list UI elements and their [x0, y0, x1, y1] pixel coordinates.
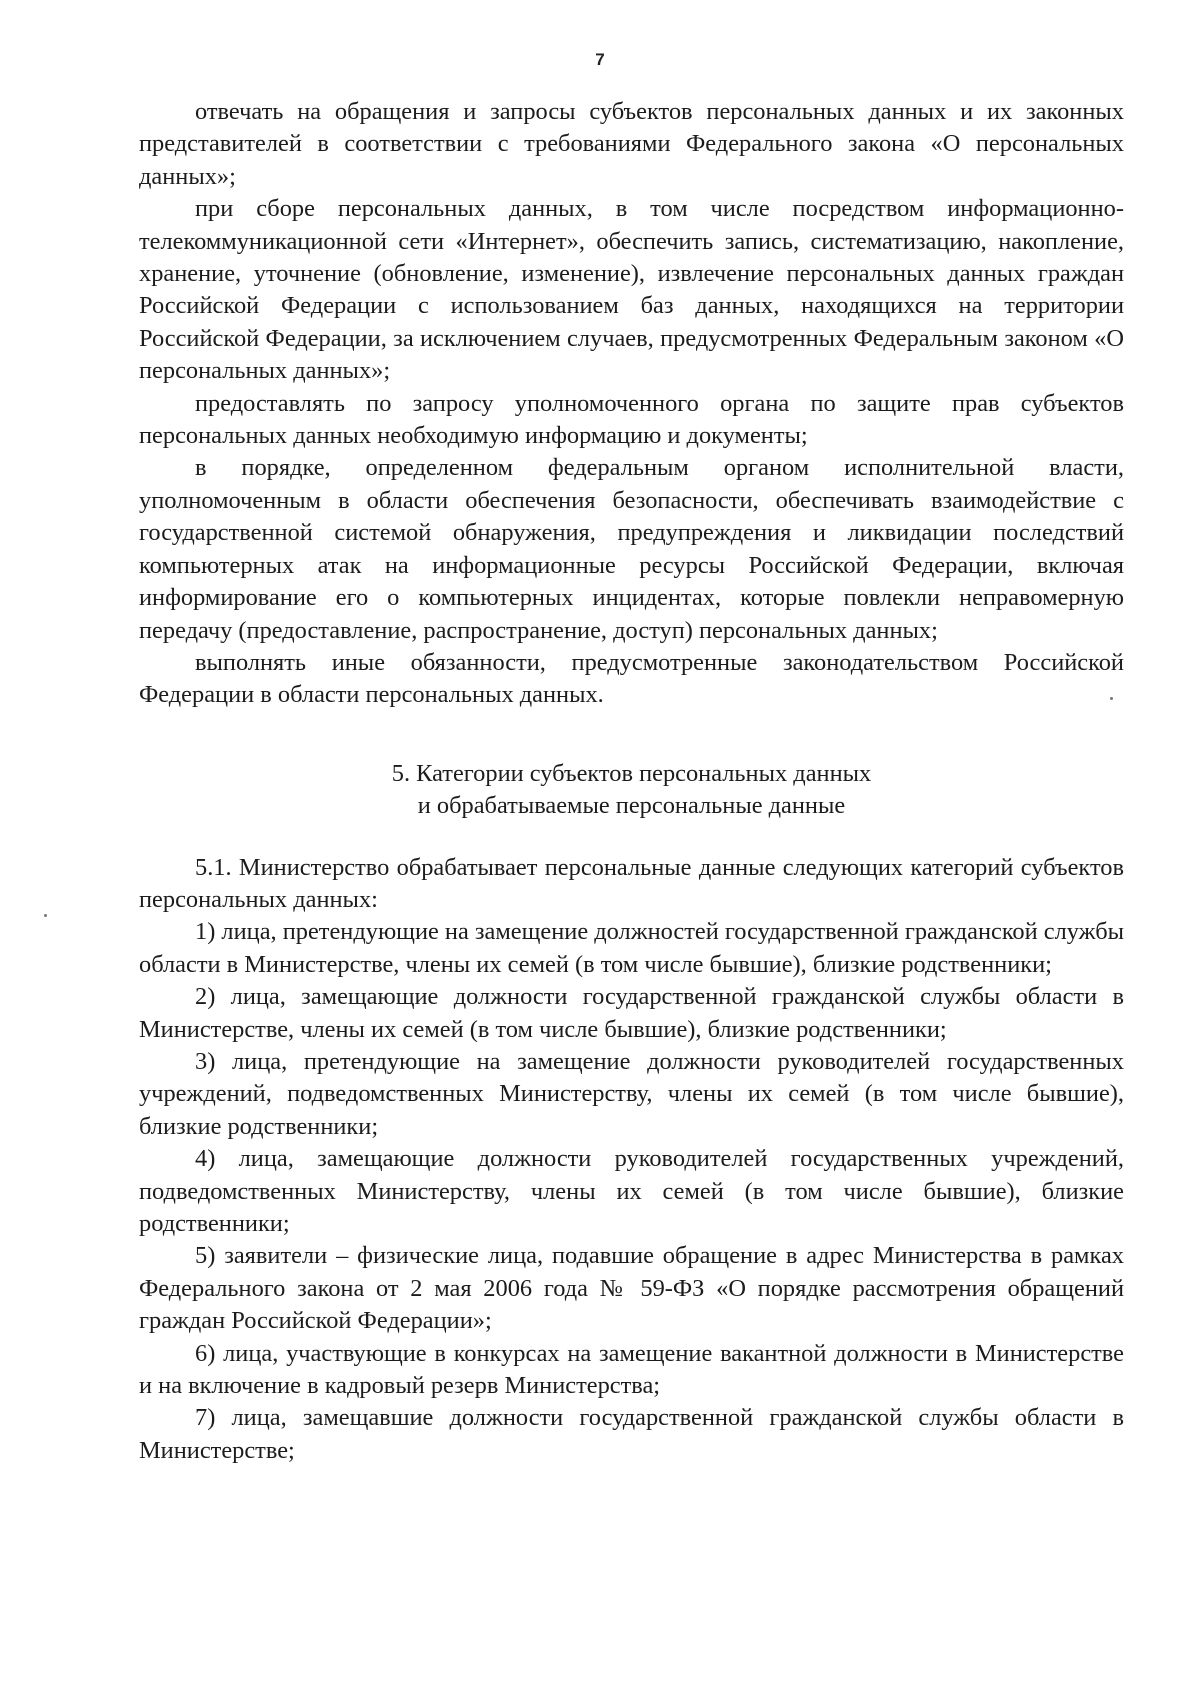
heading-spacer-bottom [139, 823, 1124, 852]
scan-speck [1110, 697, 1113, 700]
list-item-6: 6) лица, участвующие в конкурсах на замещение вакантной должности в Министерстве и на включение в кадровый резерв Министерства; [139, 1339, 1124, 1400]
paragraph-provide-information: предоставлять по запросу уполномоченного органа по защите прав субъектов персональных данных необходимую информацию и документы; [139, 389, 1124, 450]
list-item-1: 1) лица, претендующие на замещение должностей государственной гражданской службы области в Министерстве, члены их семей (в том числе бывшие), близкие родственники; [139, 918, 1124, 978]
paragraph-clause-5-1: 5.1. Министерство обрабатывает персональные данные следующих категорий субъектов персональных данных: [139, 853, 1124, 913]
paragraph-respond-requests: отвечать на обращения и запросы субъектов персональных данных и их законных представителей в соответствии с требованиями Федерального закона «О персональных данных»; [139, 98, 1124, 190]
scan-speck [44, 914, 47, 917]
list-item-7: 7) лица, замещавшие должности государственной гражданской службы области в Министерстве; [139, 1404, 1124, 1464]
document-body [139, 96, 1124, 1467]
section-heading-line-2: и обрабатываемые персональные данные [417, 792, 846, 820]
page-number: 7 [595, 50, 605, 69]
list-item-5: 5) заявители – физические лица, подавшие обращение в адрес Министерства в рамках Федерального закона от 2 мая 2006 года № 59-ФЗ «О порядке рассмотрения обращений граждан Российской Федерации»; [139, 1242, 1124, 1335]
heading-spacer-top [139, 712, 1124, 758]
paragraph-security-interaction: в порядке, определенном федеральным органом исполнительной власти, уполномоченным в области обеспечения безопасности, обеспечивать взаимодействие с государственной системой обнаружения, предупреждения и ликвидации последствий компьютерных атак на информационные ресурсы Российской Федерации, включая информирование его о компьютерных инцидентах, которые повлекли неправомерную передачу (предоставление, распространение, доступ) персональных данных; [139, 454, 1124, 644]
paragraph-other-duties: выполнять иные обязанности, предусмотренные законодательством Российской Федерации в области персональных данных. [139, 648, 1124, 709]
list-item-4: 4) лица, замещающие должности руководителей государственных учреждений, подведомственных Министерству, члены их семей (в том числе бывшие), близкие родственники; [139, 1145, 1124, 1237]
section-heading [139, 758, 1124, 823]
list-item-3: 3) лица, претендующие на замещение должности руководителей государственных учреждений, подведомственных Министерству, члены их семей (в том числе бывшие), близкие родственники; [139, 1047, 1124, 1140]
list-item-2: 2) лица, замещающие должности государственной гражданской службы области в Министерстве, члены их семей (в том числе бывшие), близкие родственники; [139, 983, 1124, 1043]
section-heading-line-1: 5. Категории субъектов персональных данных [391, 759, 872, 787]
paragraph-data-collection: при сборе персональных данных, в том числе посредством информационно-телекоммуникационной сети «Интернет», обеспечить запись, систематизацию, накопление, хранение, уточнение (обновление, изменение), извлечение персональных данных граждан Российской Федерации с использованием баз данных, находящихся на территории Российской Федерации, за исключением случаев, предусмотренных Федеральным законом «О персональных данных»; [139, 195, 1124, 385]
